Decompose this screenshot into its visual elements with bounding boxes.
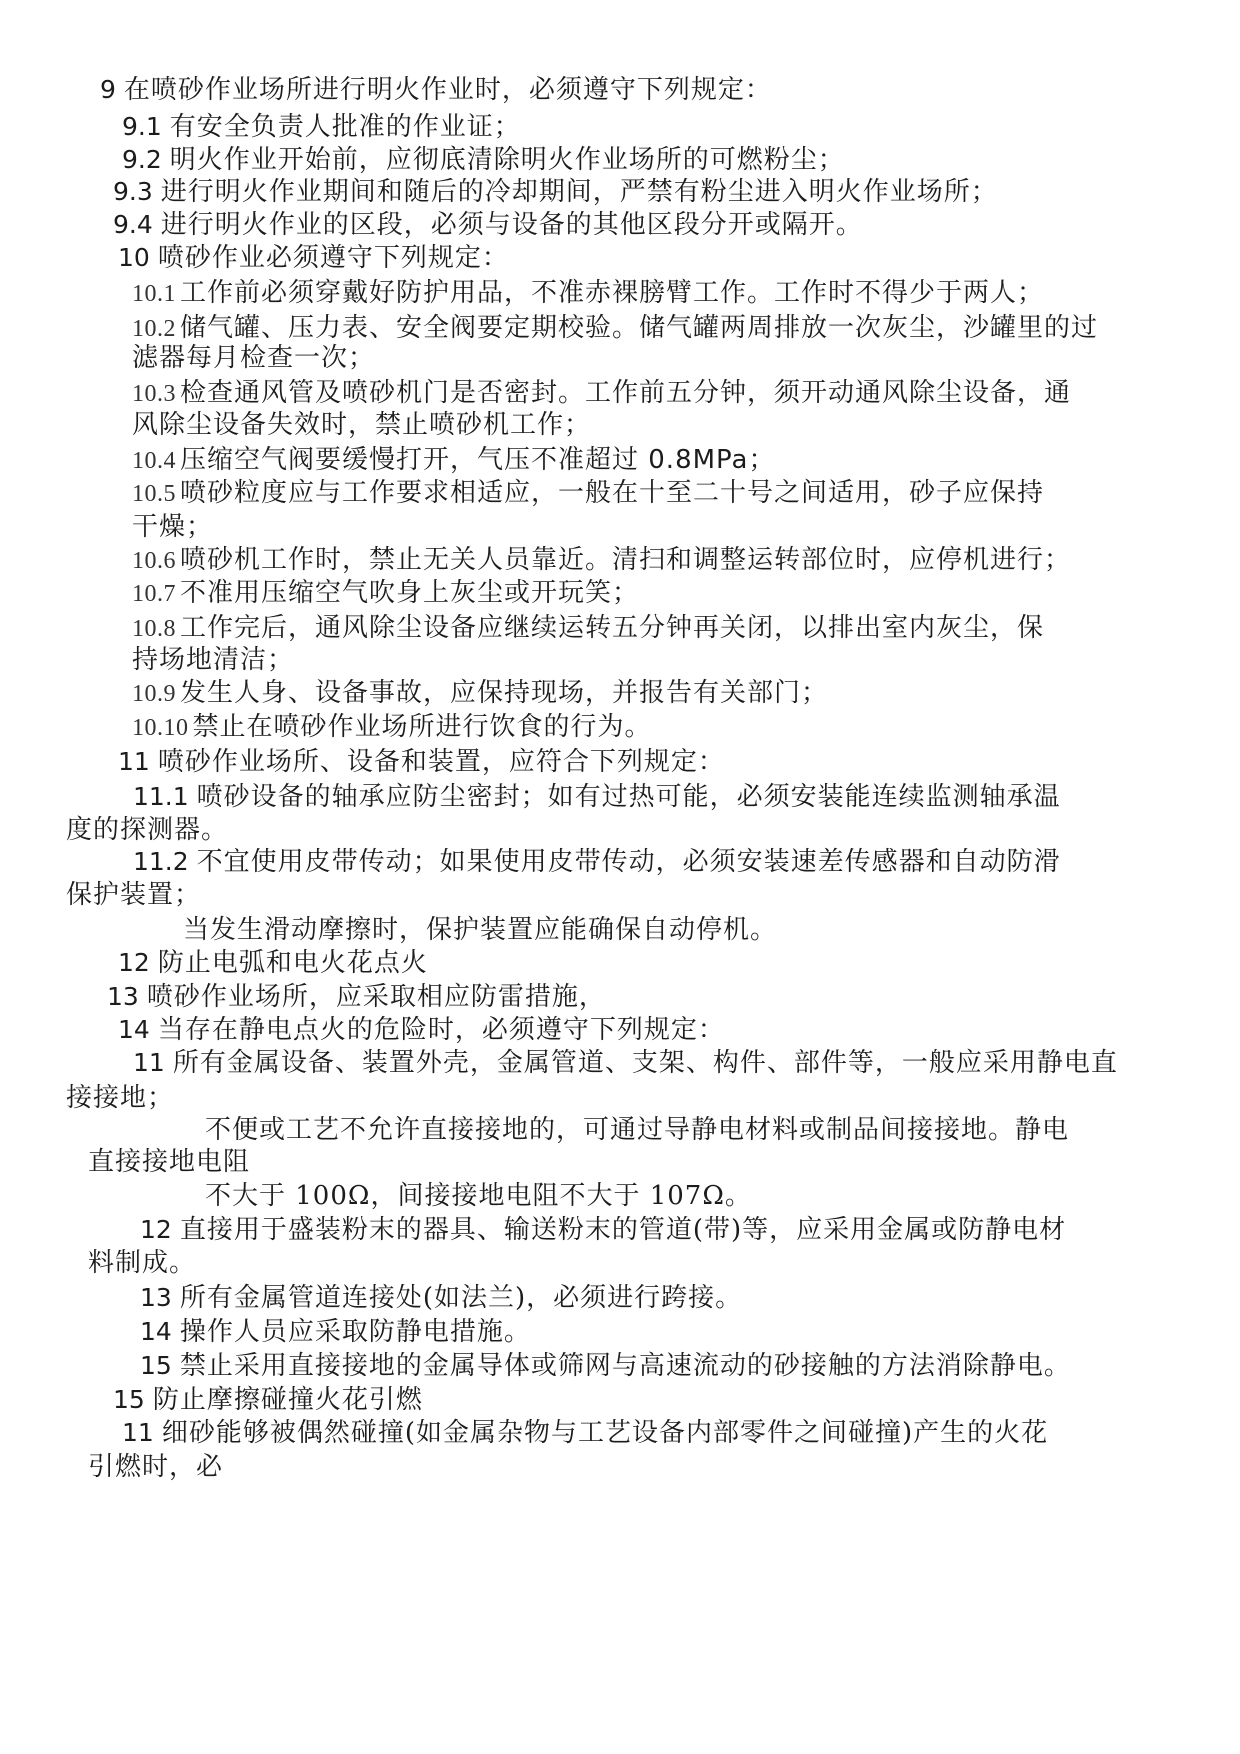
clause-text: 进行明火作业期间和随后的冷却期间，严禁有粉尘进入明火作业场所； [160, 177, 998, 207]
clause-10-6 [132, 544, 1071, 576]
clause-number: 15 [113, 1385, 145, 1414]
clause-number: 9.1 [122, 112, 162, 141]
clause-15-item-11-continued [88, 1451, 223, 1483]
clause-text: 防止电弧和电火花点火 [157, 948, 428, 978]
clause-text: 喷砂机工作时，禁止无关人员靠近。清扫和调整运转部位时，应停机进行； [180, 545, 1072, 575]
clause-text: 度的探测器。 [66, 815, 229, 845]
clause-14-item-15 [140, 1350, 1071, 1382]
clause-10-2-continued [132, 342, 375, 374]
clause-10-9 [132, 677, 828, 709]
clause-text: 不大于 100Ω，间接接地电阻不大于 107Ω。 [205, 1181, 752, 1211]
clause-text: 当发生滑动摩擦时，保护装置应能确保自动停机。 [183, 915, 778, 945]
clause-number: 15 [140, 1351, 172, 1380]
clause-text: 喷砂作业必须遵守下列规定： [157, 243, 509, 273]
clause-10-5 [132, 477, 1044, 509]
clause-text: 直接接地电阻 [88, 1147, 251, 1177]
clause-9-1 [122, 111, 521, 143]
clause-10-5-continued [132, 511, 213, 543]
clause-11-1-continued [66, 814, 228, 846]
clause-text: 持场地清洁； [132, 645, 295, 675]
clause-number: 14 [140, 1317, 172, 1346]
clause-text: 细砂能够被偶然碰撞(如金属杂物与工艺设备内部零件之间碰撞)产生的火花 [161, 1418, 1049, 1448]
clause-text: 干燥； [132, 512, 214, 542]
clause-text: 防止摩擦碰撞火花引燃 [152, 1385, 423, 1415]
clause-14 [118, 1014, 725, 1046]
clause-9 [100, 74, 772, 106]
clause-number: 10 [118, 243, 150, 272]
clause-number: 10.2 [132, 316, 176, 342]
clause-14-item-14 [140, 1316, 531, 1348]
clause-14-item-12 [140, 1214, 1066, 1246]
clause-15-item-11 [122, 1417, 1048, 1449]
clause-9-3 [113, 176, 998, 208]
clause-10-2 [132, 312, 1098, 344]
clause-number: 9.2 [122, 145, 162, 174]
clause-10-8-continued [132, 644, 294, 676]
clause-10-1 [132, 277, 1044, 309]
clause-13 [107, 981, 606, 1013]
clause-9-4 [113, 209, 863, 241]
clause-text: 喷砂作业场所，应采取相应防雷措施， [146, 982, 606, 1012]
clause-text: 有安全负责人批准的作业证； [169, 112, 521, 142]
clause-11-2 [133, 846, 1061, 878]
clause-number: 13 [140, 1283, 172, 1312]
clause-text: 工作完后，通风除尘设备应继续运转五分钟再关闭，以排出室内灰尘，保 [180, 613, 1045, 643]
clause-text: 进行明火作业的区段，必须与设备的其他区段分开或隔开。 [160, 210, 863, 240]
clause-10-4 [132, 444, 776, 476]
clause-9-2 [122, 144, 845, 176]
clause-text: 明火作业开始前，应彻底清除明火作业场所的可燃粉尘； [169, 145, 845, 175]
clause-10-10 [132, 711, 652, 743]
clause-number: 13 [107, 982, 139, 1011]
clause-text: 禁止采用直接接地的金属导体或筛网与高速流动的砂接触的方法消除静电。 [179, 1351, 1071, 1381]
clause-text: 喷砂作业场所、设备和装置，应符合下列规定： [157, 747, 725, 777]
clause-14-item-11-note [205, 1114, 1069, 1146]
clause-text: 当存在静电点火的危险时，必须遵守下列规定： [157, 1015, 725, 1045]
clause-text: 喷砂粒度应与工作要求相适应，一般在十至二十号之间适用，砂子应保持 [180, 478, 1045, 508]
clause-14-item-11-note-continued [88, 1146, 250, 1178]
clause-number: 10.9 [132, 681, 176, 707]
clause-text: 检查通风管及喷砂机门是否密封。工作前五分钟，须开动通风除尘设备，通 [180, 378, 1072, 408]
clause-text: 不准用压缩空气吹身上灰尘或开玩笑； [180, 578, 640, 608]
clause-number: 9.3 [113, 177, 153, 206]
clause-number: 10.1 [132, 281, 176, 307]
clause-text: 接接地； [66, 1083, 175, 1113]
clause-14-item-11-continued [66, 1082, 174, 1114]
clause-text: 在喷砂作业场所进行明火作业时，必须遵守下列规定： [123, 75, 772, 105]
clause-12 [118, 947, 428, 979]
clause-text: 料制成。 [88, 1248, 197, 1278]
clause-11 [118, 746, 725, 778]
clause-text: 压缩空气阀要缓慢打开，气压不准超过 0.8MPa； [180, 445, 776, 475]
clause-number: 11.2 [133, 847, 189, 876]
clause-11-1 [133, 781, 1061, 813]
clause-text: 滤器每月检查一次； [132, 343, 376, 373]
clause-number: 11.1 [133, 782, 189, 811]
clause-number: 10.4 [132, 448, 176, 474]
clause-number: 14 [118, 1015, 150, 1044]
clause-number: 12 [118, 948, 150, 977]
clause-14-item-12-continued [88, 1247, 196, 1279]
clause-number: 10.3 [132, 381, 176, 407]
clause-text: 引燃时，必 [88, 1452, 224, 1482]
clause-number: 10.8 [132, 616, 176, 642]
clause-text: 禁止在喷砂作业场所进行饮食的行为。 [192, 712, 652, 742]
clause-text: 操作人员应采取防静电措施。 [179, 1317, 531, 1347]
clause-text: 工作前必须穿戴好防护用品，不准赤裸膀臂工作。工作时不得少于两人； [180, 278, 1045, 308]
clause-number: 10.10 [132, 715, 189, 741]
clause-text: 储气罐、压力表、安全阀要定期校验。储气罐两周排放一次灰尘，沙罐里的过 [180, 313, 1099, 343]
clause-14-item-11 [133, 1047, 1118, 1079]
clause-text: 不便或工艺不允许直接接地的，可通过导静电材料或制品间接接地。静电 [205, 1115, 1070, 1145]
clause-number: 11 [118, 747, 150, 776]
clause-text: 风除尘设备失效时，禁止喷砂机工作； [132, 410, 592, 440]
clause-number: 11 [122, 1418, 154, 1447]
clause-number: 12 [140, 1215, 172, 1244]
clause-text: 直接用于盛装粉末的器具、输送粉末的管道(带)等，应采用金属或防静电材 [179, 1215, 1067, 1245]
clause-14-item-11-resistance [205, 1180, 752, 1212]
clause-10-3 [132, 377, 1071, 409]
clause-text: 不宜使用皮带传动；如果使用皮带传动，必须安装速差传感器和自动防滑 [196, 847, 1061, 877]
clause-text: 保护装置； [66, 880, 202, 910]
clause-number: 10.7 [132, 581, 176, 607]
clause-number: 9 [100, 75, 116, 104]
clause-11-2-continued [66, 879, 201, 911]
clause-number: 11 [133, 1048, 165, 1077]
clause-number: 10.5 [132, 481, 176, 507]
clause-10 [118, 242, 509, 274]
clause-text: 发生人身、设备事故，应保持现场，并报告有关部门； [180, 678, 829, 708]
clause-text: 所有金属设备、装置外壳，金属管道、支架、构件、部件等，一般应采用静电直 [172, 1048, 1118, 1078]
clause-11-2-note [183, 914, 777, 946]
clause-number: 9.4 [113, 210, 153, 239]
clause-10-8 [132, 612, 1044, 644]
clause-14-item-13 [140, 1282, 742, 1314]
clause-number: 10.6 [132, 548, 176, 574]
clause-10-7 [132, 577, 639, 609]
clause-text: 喷砂设备的轴承应防尘密封；如有过热可能，必须安装能连续监测轴承温 [196, 782, 1061, 812]
clause-15 [113, 1384, 423, 1416]
clause-text: 所有金属管道连接处(如法兰)，必须进行跨接。 [179, 1283, 743, 1313]
clause-10-3-continued [132, 409, 591, 441]
